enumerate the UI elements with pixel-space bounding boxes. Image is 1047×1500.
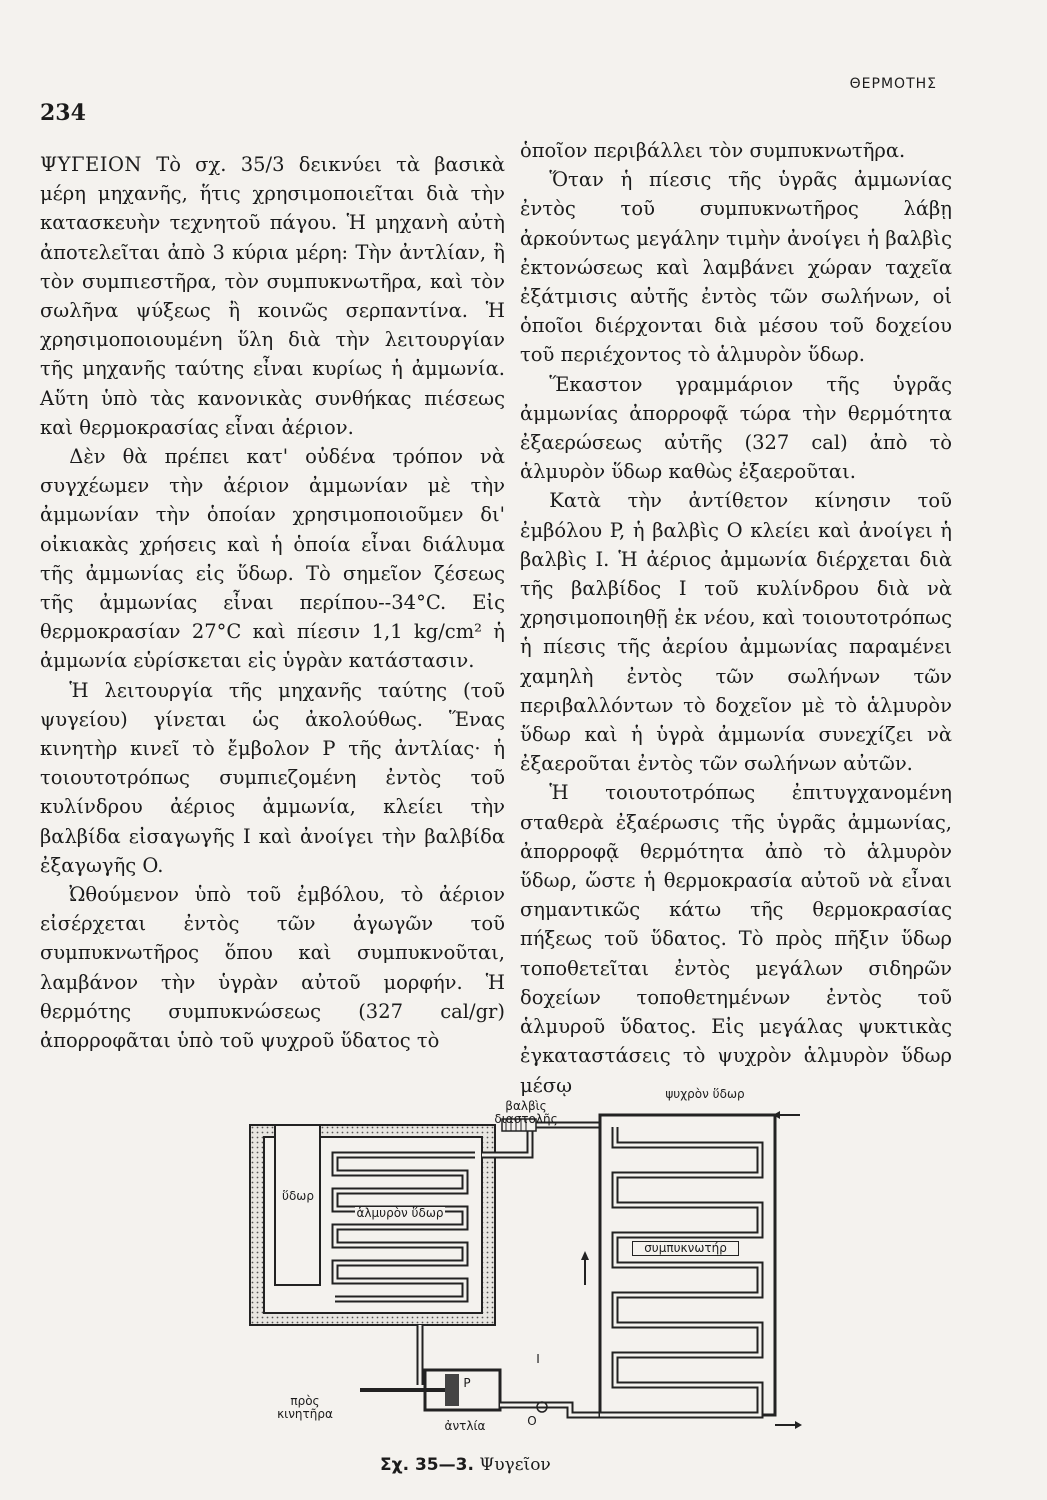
- left-column: [40, 150, 505, 1055]
- paragraph: Ἡ τοιουτοτρόπως ἐπιτυγχανομένη σταθερὰ ἐξαέρωσις τῆς ὑγρᾶς ἀμμωνίας, ἀπορροφᾷ θερμότητα ἀπὸ τὸ ἁλμυρὸν ὕδωρ, ὥστε ἡ θερμοκρασία αὐτοῦ νὰ εἶναι σημαντικῶς κάτω τῆς θερμοκρασίας πήξεως τοῦ ὕδατος. Τὸ πρὸς πῆξιν ὕδωρ τοποθετεῖται ἐντὸς μεγάλων σιδηρῶν δοχείων τοποθετημένων ἐντὸς τοῦ ἁλμυροῦ ὕδατος. Εἰς μεγάλας ψυκτικὰς ἐγκαταστάσεις τὸ ψυχρὸν ἁλμυρὸν ὕδωρ μέσῳ: [520, 781, 952, 1097]
- figure-caption: [380, 1455, 551, 1475]
- label-valve-in: I: [536, 1352, 540, 1366]
- page-number: 234: [40, 100, 86, 126]
- caption-text: Ψυγεῖον: [479, 1455, 551, 1475]
- paragraph: ὁποῖον περιβάλλει τὸν συμπυκνωτῆρα.: [520, 139, 906, 162]
- paragraph: [40, 150, 505, 442]
- paragraph: Ὅταν ἡ πίεσις τῆς ὑγρᾶς ἀμμωνίας ἐντὸς τοῦ συμπυκνωτῆρος λάβῃ ἀρκούντως μεγάλην τιμὴν ἀνοίγει ἡ βαλβὶς ἐκτονώσεως καὶ λαμβάνει χώραν ταχεῖα ἐξάτμισις αὐτῆς ἐντὸς τῶν σωλήνων, οἱ ὁποῖοι διέρχονται διὰ μέσου τοῦ δοχείου τοῦ περιέχοντος τὸ ἁλμυρὸν ὕδωρ.: [520, 168, 952, 367]
- refrigerator-diagram: [240, 1085, 880, 1445]
- paragraph: Ὠθούμενον ὑπὸ τοῦ ἐμβόλου, τὸ ἀέριον εἰσέρχεται ἐντὸς τῶν ἀγωγῶν τοῦ συμπυκνωτῆρος ὅπου καὶ συμπυκνοῦται, λαμβάνον τὴν ὑγρὰν αὐτοῦ μορφήν. Ἡ θερμότης συμπυκνώσεως (327 cal/gr) ἀπορροφᾶται ὑπὸ τοῦ ψυχροῦ ὕδατος τὸ: [40, 883, 505, 1053]
- paragraph: Ἕκαστον γραμμάριον τῆς ὑγρᾶς ἀμμωνίας ἀπορροφᾷ τώρα τὴν θερμότητα ἐξαερώσεως αὐτῆς (327 cal) ἀπὸ τὸ ἁλμυρὸν ὕδωρ καθὼς ἐξαεροῦται.: [520, 372, 952, 484]
- running-head: ΘΕΡΜΟΤΗΣ: [849, 76, 937, 92]
- right-column: [520, 136, 952, 1100]
- label-cold-water: ψυχρὸν ὕδωρ: [665, 1087, 745, 1101]
- label-piston: P: [463, 1376, 471, 1390]
- paragraph-text: Τὸ σχ. 35/3 δεικνύει τὰ βασικὰ μέρη μηχανῆς, ἥτις χρησιμοποιεῖται διὰ τὴν κατασκευὴν τεχνητοῦ πάγου. Ἡ μηχανὴ αὐτὴ ἀποτελεῖται ἀπὸ 3 κύρια μέρη: Τὴν ἀντλίαν, ἢ τὸν συμπιεστῆρα, τὸν συμπυκνωτῆρα, καὶ τὸν σωλῆνα ψύξεως ἢ κοινῶς σερπαντίνα. Ἡ χρησιμοποιουμένη ὕλη διὰ τὴν λειτουργίαν τῆς μηχανῆς ταύτης εἶναι κυρίως ἡ ἀμμωνία. Αὕτη ὑπὸ τὰς κανονικὰς συνθήκας πιέσεως καὶ θερμοκρασίας εἶναι ἀέριον.: [40, 153, 505, 439]
- diagram-drawing: [240, 1085, 880, 1445]
- caption-number: Σχ. 35—3.: [380, 1455, 474, 1475]
- section-heading: ΨΥΓΕΙΟΝ: [40, 153, 142, 176]
- label-expansion-valve: βαλβὶς διαστολῆς: [494, 1099, 558, 1126]
- paragraph: Δὲν θὰ πρέπει κατ' οὐδένα τρόπον νὰ συγχέωμεν τὴν ἀέριον ἀμμωνίαν μὲ τὴν ἀμμωνίαν τὴν ὁποίαν χρησιμοποιοῦμεν δι' οἰκιακὰς χρήσεις καὶ ἡ ὁποία εἶναι διάλυμα τῆς ἀμμωνίας εἰς ὕδωρ. Τὸ σημεῖον ζέσεως τῆς ἀμμωνίας εἶναι περίπου--34°C. Εἰς θερμοκρασίαν 27°C καὶ πίεσιν 1,1 kg/cm² ἡ ἀμμωνία εὑρίσκεται εἰς ὑγρὰν κατάστασιν.: [40, 445, 505, 673]
- pump-piston: [445, 1374, 459, 1406]
- paragraph: Ἡ λειτουργία τῆς μηχανῆς ταύτης (τοῦ ψυγείου) γίνεται ὡς ἀκολούθως. Ἕνας κινητὴρ κινεῖ τὸ ἔμβολον P τῆς ἀντλίας· ἡ τοιουτοτρόπως συμπιεζομένη ἐντὸς τοῦ κυλίνδρου ἀέριος ἀμμωνία, κλείει τὴν βαλβίδα εἰσαγωγῆς I καὶ ἀνοίγει τὴν βαλβίδα ἐξαγωγῆς O.: [40, 678, 505, 877]
- label-valve-out: O: [527, 1414, 537, 1428]
- label-brine: ἁλμυρὸν ὕδωρ: [356, 1206, 444, 1220]
- label-pump: ἀντλία: [444, 1419, 486, 1433]
- label-condenser: συμπυκνωτήρ: [632, 1241, 739, 1256]
- water-container: [275, 1125, 320, 1285]
- paragraph: Κατὰ τὴν ἀντίθετον κίνησιν τοῦ ἐμβόλου P, ἡ βαλβὶς O κλείει καὶ ἀνοίγει ἡ βαλβὶς I. Ἡ ἀέριος ἀμμωνία διέρχεται διὰ τῆς βαλβίδος I τοῦ κυλίνδρου διὰ νὰ χρησιμοποιηθῇ ἐκ νέου, καὶ τοιουτοτρόπως ἡ πίεσις τῆς ἀερίου ἀμμωνίας παραμένει χαμηλὴ ἐντὸς τῶν σωλήνων τῶν περιβαλλόντων τὸ δοχεῖον μὲ τὸ ἁλμυρὸν ὕδωρ καὶ ἡ ὑγρὰ ἀμμωνία συνεχίζει νὰ ἐξαεροῦται ἐντὸς τῶν σωλήνων αὐτῶν.: [520, 489, 952, 776]
- label-water: ὕδωρ: [282, 1189, 314, 1203]
- return-pipe: [482, 1125, 600, 1155]
- label-to-motor: πρὸς κινητῆρα: [277, 1394, 333, 1421]
